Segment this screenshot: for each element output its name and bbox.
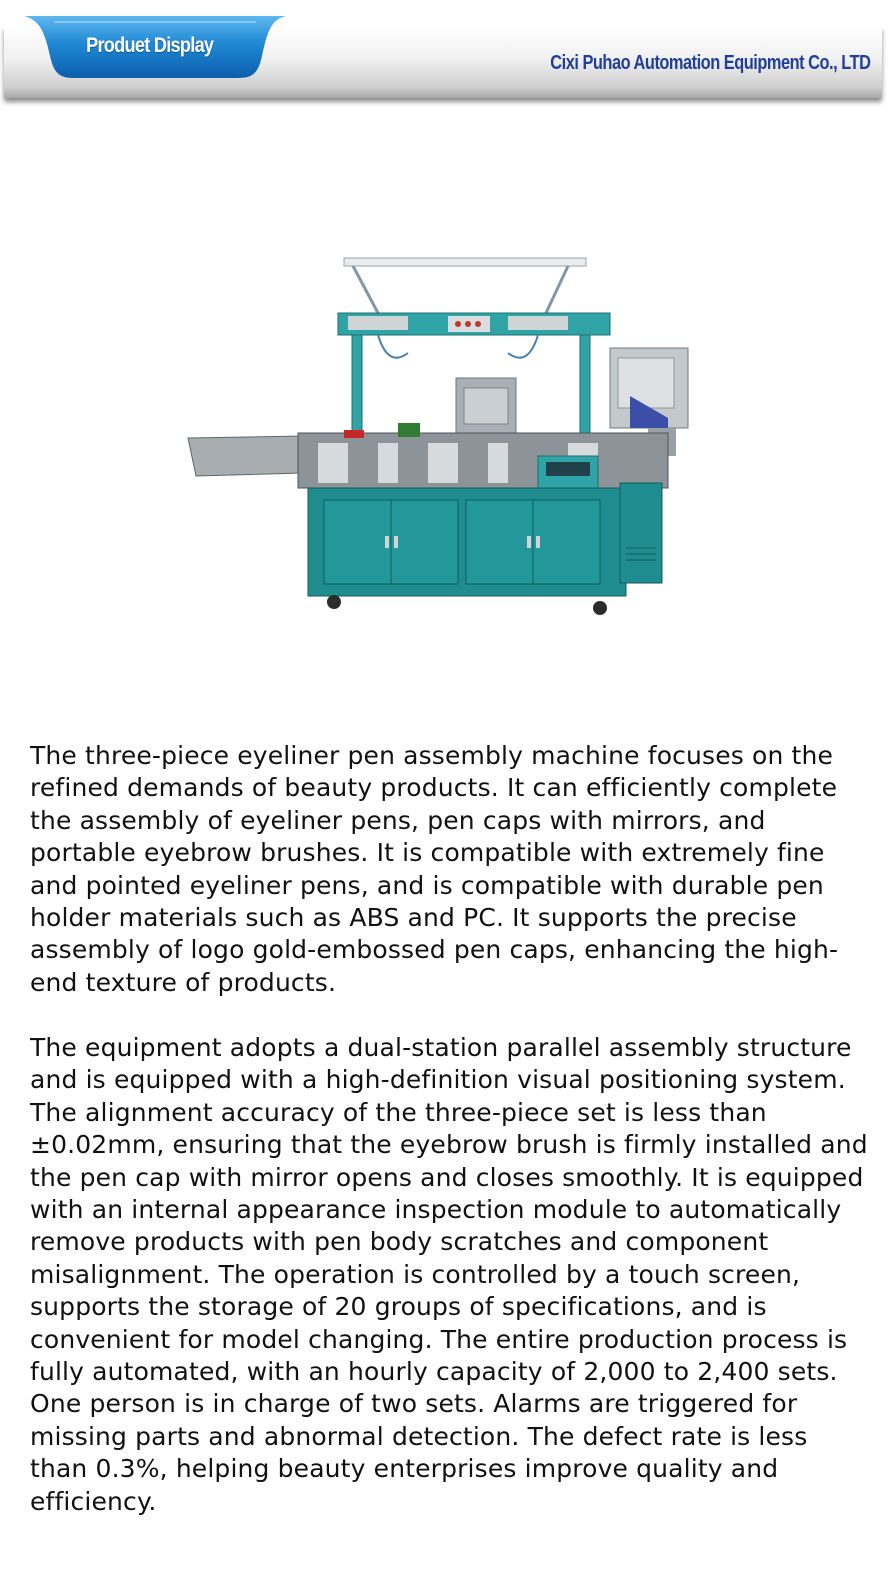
light-bar [344,258,586,313]
product-image [148,138,738,628]
description-paragraph-2: The equipment adopts a dual-station parallel assembly structure and is equipped with a high-definition visual positioning system. The alignment accuracy of the three-piece set is less than ±0.02mm, ensuring that the eyebrow brush is firmly installed and the pen cap with mirror opens and closes smoothly. It is equipped with an internal appearance inspection module to automatically remove products with pen body scratches and component misalignment. The operation is controlled by a touch screen, supports the storage of 20 groups of specifications, and is convenient for model changing. The entire production process is fully automated, with an hourly capacity of 2,000 to 2,400 sets. One person is in charge of two sets. Alarms are triggered for missing parts and abnormal detection. The defect rate is less than 0.3%, helping beauty enterprises improve quality and efficiency. [30,1033,868,1516]
cabinet-base [308,483,662,596]
center-module [456,378,516,433]
work-table [298,423,668,490]
company-name: Cixi Puhao Automation Equipment Co., LTD [549,52,870,74]
section-title: Produet Display [86,34,214,57]
section-tab [24,16,286,82]
header-banner [4,14,884,102]
wheels [327,595,607,615]
description-paragraph-1: The three-piece eyeliner pen assembly machine focuses on the refined demands of beauty products. It can efficiently complete the assembly of eyeliner pens, pen caps with mirrors, and portable eyebrow brushes. It is compatible with extremely fine and pointed eyeliner pens, and is compatible with durable pen holder materials such as ABS and PC. It supports the precise assembly of logo gold-embossed pen caps, enhancing the high-end texture of products. [30,741,839,997]
